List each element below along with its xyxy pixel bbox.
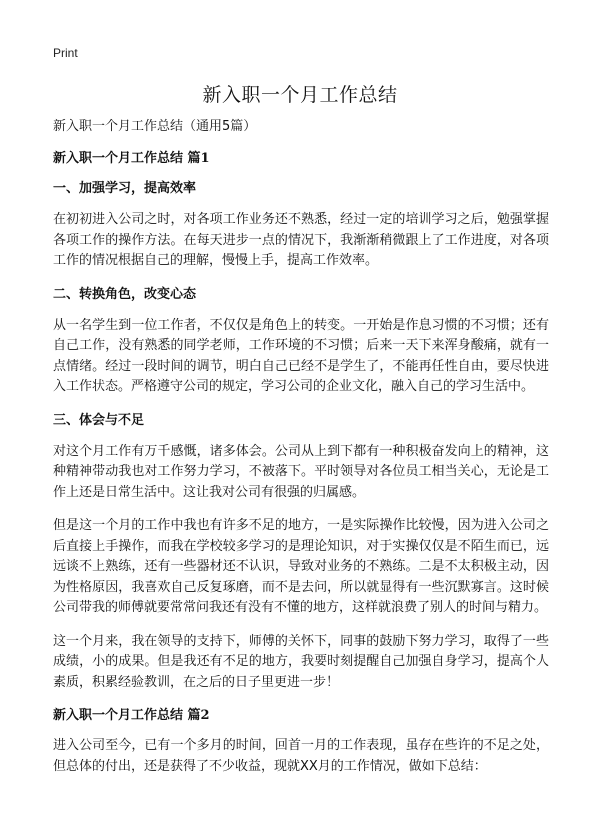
- document-title: 新入职一个月工作总结: [202, 84, 398, 106]
- section-3-heading: 三、体会与不足: [53, 412, 145, 428]
- section-2-heading: 二、转换角色，改变心态: [53, 286, 197, 302]
- article-1-heading: 新入职一个月工作总结 篇1: [53, 151, 210, 166]
- section-1-paragraph: 在初初进入公司之时，对各项工作业务还不熟悉，经过一定的培训学习之后，勉强掌握各项工作的操作方法。在每天进步一点的情况下，我渐渐稍微跟上了工作进度，对各项工作的情况根据自己的理解，慢慢上手，提高工作效率。: [53, 212, 549, 268]
- section-3-paragraph-3: 这一个月来，我在领导的支持下，师傅的关怀下，同事的鼓励下努力学习，取得了一些成绩，小的成果。但是我还有不足的地方，我要时刻提醒自己加强自身学习，提高个人素质，积累经验教训，在之后的日子里更进一步！: [53, 633, 549, 690]
- document-subtitle: 新入职一个月工作总结（通用5篇）: [53, 119, 257, 134]
- print-label[interactable]: Print: [53, 46, 78, 60]
- section-2-paragraph: 从一名学生到一位工作者，不仅仅是角色上的转变。一开始是作息习惯的不习惯；还有自己工作，没有熟悉的同学老师，工作环境的不习惯；后来一天下来浑身酸痛，就有一点情绪。经过一段时间的调节，明白自己已经不是学生了，不能再任性自由，要尽快进入工作状态。严格遵守公司的规定，学习公司的企业文化，融入自己的学习生活中。: [53, 317, 549, 394]
- section-3-paragraph-1: 对这个月工作有万千感慨，诸多体会。公司从上到下都有一种积极奋发向上的精神，这种精神带动我也对工作努力学习，不被落下。平时领导对各位员工相当关心，无论是工作上还是日常生活中。这让我对公司有很强的归属感。: [53, 443, 549, 500]
- article-2-paragraph: 进入公司至今，已有一个多月的时间，回首一月的工作表现，虽存在些许的不足之处，但总体的付出，还是获得了不少收益，现就XX月的工作情况，做如下总结：: [53, 738, 549, 774]
- section-3-paragraph-2: 但是这一个月的工作中我也有许多不足的地方，一是实际操作比较慢，因为进入公司之后直接上手操作，而我在学校较多学习的是理论知识，对于实操仅仅是不陌生而已，远远谈不上熟练，还有一些器材还不认识，导致对业务的不熟练。二是不太积极主动，因为性格原因，我喜欢自己反复琢磨，而不是去问，所以就显得有一些沉默寡言。这时候公司带我的师傅就要常常问我还有没有不懂的地方，这样就浪费了别人的时间与精力。: [53, 518, 549, 615]
- document-body: [53, 117, 549, 790]
- section-1-heading: 一、加强学习，提高效率: [53, 181, 197, 196]
- article-2-heading: 新入职一个月工作总结 篇2: [53, 708, 210, 723]
